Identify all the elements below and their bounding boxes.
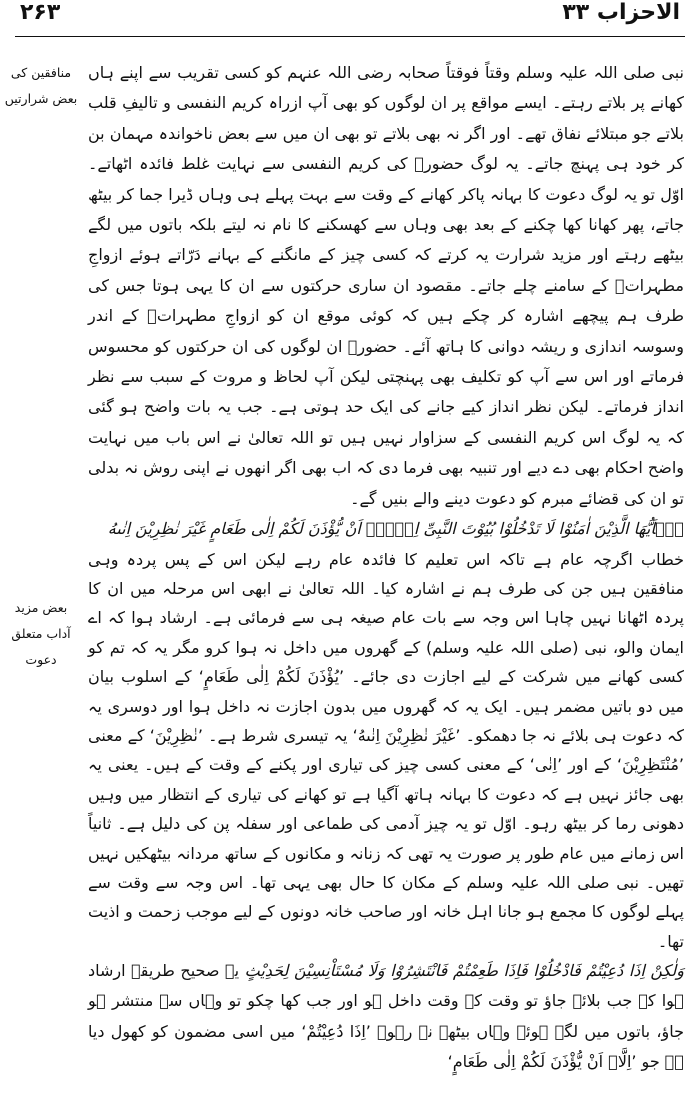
text-line: یہ صحیح طریقہ ارشاد ہوا — [88, 961, 685, 1011]
text-line: خطاب اگرچہ عام ہے تاکہ اس تعلیم کا فائدہ عام رہے لیکن اس کے پس پردہ وہی منافقین ہیں جن کی طرف ہم نے — [88, 549, 684, 598]
text-line: ایسے مواقع پر ان لوگوں کو بھی آپ ازراہ کریم النفسی و تالیفِ قلب بلاتے جو مبتلائے نفاق تھے۔ اور اگر نہ — [88, 93, 685, 143]
text-line: کر بیٹھ جاتے، پھر کھانا کھا چکنے کے بعد بھی وہاں سے کھسکنے کا نام نہ لیتے بلکہ باتوں میں لگے بیٹھے رہتے اور — [88, 184, 684, 265]
main-text — [88, 58, 684, 1077]
margin-note-line: دعوت — [25, 652, 57, 667]
paragraph-khitab — [88, 545, 684, 957]
margin-note-line: بعض مزید — [14, 600, 68, 615]
margin-note-line: منافقین کی — [10, 65, 72, 80]
text-line: کو تکلیف بھی پہنچتی لیکن آپ لحاظ و مروت کے سبب سے نظر انداز فرماتے۔ لیکن نظر انداز کیے جانے کی — [88, 367, 684, 417]
margin-note-adab-dawat — [2, 595, 80, 673]
text-line: مزید شرارت یہ کرتے کہ کسی چیز کے مانگنے کے بہانے دَرّاتے ہوئے ازواجِ مطہراتؓ کے سامنے چلے جاتے۔ — [88, 245, 684, 295]
text-line: بھی بلاتے تو بھی ان میں سے بعض ناخواندہ مہمان بن کر خود ہی پہنچ جاتے۔ یہ لوگ حضورؐ کی کریم النفسی سے نہایت — [88, 123, 685, 174]
text-line: دھونی رما کر بیٹھ رہو۔ اوّل تو یہ چیز آدمی کی طماعی اور سفلہ پن کی دلیل ہے۔ ثانیاً اس زمانے میں عام طور پر صورت — [88, 814, 684, 863]
quran-verse-quote: یٰۤاَیُّهَا الَّذِیْنَ اٰمَنُوْا لَا تَدْخُلُوْا بُیُوْتَ النَّبِیِّ اِلَّاۤ اَنْ یُّؤْذَنَ لَكُمْ اِلٰى طَعَامٍ غَیْرَ نٰظِرِیْنَ اِنٰىهُ — [107, 519, 684, 539]
text-line: کے اندر وسوسہ اندازی و ریشہ دوانی کا ہاتھ آئے۔ حضورؐ ان لوگوں کی ان حرکتوں کو محسوس فرماتے اور اس سے آپ — [88, 306, 685, 387]
text-line: اس وجہ سے وقت سے پہلے لوگوں کا مجمع ہو جانا اہل خانہ اور صاحب خانہ دونوں کے لیے موجب زحمت و — [88, 872, 684, 922]
header-divider — [15, 36, 685, 37]
text-line: کے ہیں۔ یعنی یہ بھی جائز نہیں ہے کہ دعوت کا بہانہ ہاتھ آگیا ہے تو کھانے کی تیاری کے انتظار میں وہیں — [88, 755, 684, 804]
text-line: غلط فائدہ اٹھاتے۔ اوّل تو یہ لوگ دعوت کا بہانہ پاکر کھانے کے وقت سے بہت پہلے ہی وہاں ڈیرا جما — [88, 154, 684, 204]
quran-verse-quote: وَلٰكِنْ اِذَا دُعِیْتُمْ فَادْخُلُوْا فَاِذَا طَعِمْتُمْ فَانْتَشِرُوْا وَلَا مُسْتَاْنِسِیْنَ لِحَدِیْثٍ — [244, 961, 685, 981]
paragraph-walakin — [88, 956, 684, 1077]
text-line: ایک حد ہوتی ہے۔ جب یہ بات واضح ہو گئی کہ یہ لوگ اس کریم النفسی کے سزاوار نہیں ہیں تو اللہ تعالیٰ نے — [88, 397, 685, 447]
text-line: ہوئے وہاں بیٹھے نہ رہو۔ ’اِذَا دُعِیْتُمْ‘ میں اسی مضمون کو کھول دیا ہے جو ’اِلَّاۤ اَنْ یُّؤْذَنَ لَكُمْ اِلٰى طَعَامٍ‘ — [88, 1021, 684, 1071]
text-line: کھانے میں شرکت کے لیے اجازت دی جائے۔ ’یُؤْذَنَ لَكُمْ اِلٰى طَعَامٍ‘ کے اسلوب بیان میں دو باتیں مضمر ہیں۔ ایک — [88, 667, 684, 716]
margin-note-line: بعض شرارتیں — [4, 91, 78, 106]
text-line: نبی صلی اللہ علیہ وسلم وقتاً فوقتاً صحابہ رضی اللہ عنہم کو کسی تقریب سے اپنے ہاں کھانے پر بلاتے رہتے۔ — [88, 63, 684, 113]
page-number: ۲۶۳ — [20, 0, 61, 25]
text-line: فرمائی ہے۔ ارشاد ہوا کہ اے ایمان والو، نبی (صلی اللہ علیہ وسلم) کے گھروں میں داخل نہ ہوا کرو مگر یہ کہ تم کو کسی — [88, 608, 684, 687]
text-line: مقصود ان ساری حرکتوں سے ان کا یہی ہوتا جس کی طرف ہم پیچھے اشارہ کر چکے ہیں کہ کوئی موقع ان کو ازواجِ مطہراتؓ — [88, 275, 684, 326]
text-line: اشارہ کیا۔ اللہ تعالیٰ نے ابھی اس مرحلہ میں ان کا پردہ اٹھانا نہیں چاہا اس وجہ سے بات عام صیغہ ہی سے — [88, 578, 684, 628]
text-line: یہ تیسری شرط ہے۔ ’نٰظِرِیْنَ‘ کے معنی ’مُنْتَظِرِیْنَ‘ کے اور ’اِنٰى‘ کے معنی کسی چیز کی تیاری اور پکنے کے وقت — [88, 725, 685, 775]
paragraph-munafiqeen — [88, 58, 684, 514]
margin-note-line: آداب متعلق — [11, 626, 71, 641]
text-line: یہ تھی کہ زنانہ و مکانوں کے ساتھ مردانہ بیٹھکیں نہیں تھیں۔ نبی صلی اللہ علیہ وسلم کے مکان کا حال بھی یہی تھا۔ — [88, 843, 684, 892]
text-line: یہ کہ گھروں میں بدون اجازت نہ داخل ہوا اور دوسری یہ کہ دعوت ہی بلائے نہ جا دھمکو۔ ’غَیْرَ نٰظِرِیْنَ اِنٰىهُ‘ — [88, 696, 684, 745]
surah-title: الاحزاب ۳۳ — [562, 0, 680, 25]
text-line: اس باب میں نہایت واضح احکام بھی دے دیے اور تنبیہ بھی فرما دی کہ اب بھی اگر انھوں نے اپنی روش نہ بدلی — [88, 427, 684, 478]
margin-note-munafiqeen — [2, 60, 80, 112]
text-line: تو ان کی قضائے مبرم کو دعوت دینے والے بنیں گے۔ — [350, 488, 684, 508]
text-line: اذیت تھا۔ — [88, 902, 684, 951]
page-header — [0, 0, 700, 30]
text-line: کہ جب بلائے جاؤ تو وقت کے وقت داخل ہو اور جب کھا چکو تو وہاں سے منتشر ہو جاؤ، باتوں میں لگے — [88, 991, 684, 1041]
